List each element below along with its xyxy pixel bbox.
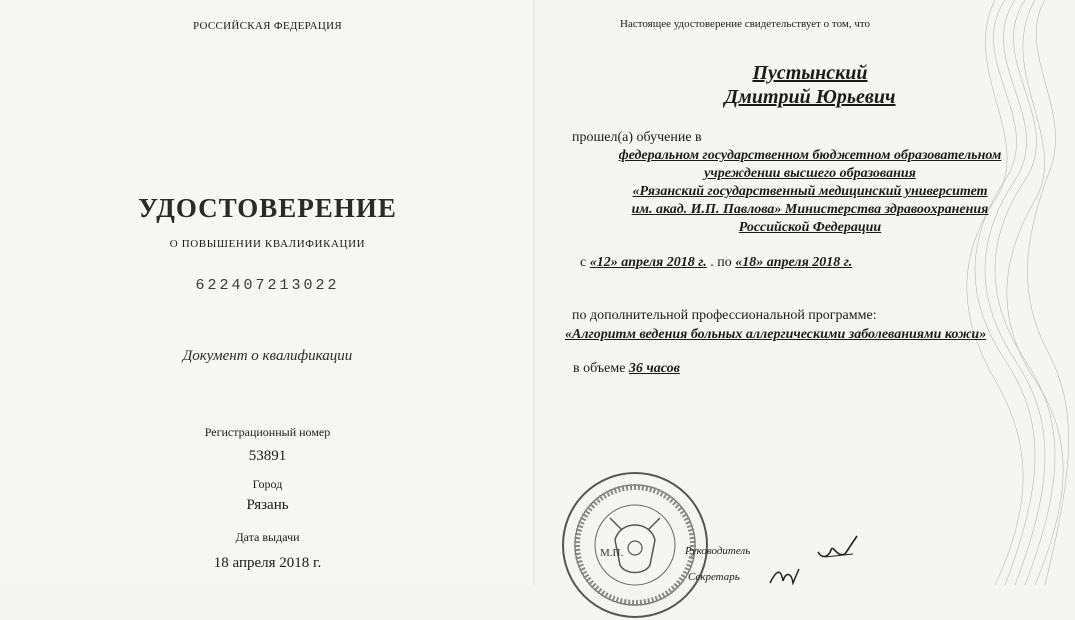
left-page	[0, 0, 535, 585]
secretary-signature-icon	[765, 565, 805, 587]
head-signature-icon	[815, 532, 860, 562]
head-label: Руководитель	[685, 545, 751, 557]
institution-line: федеральном государственном бюджетном образовательном	[618, 148, 1002, 163]
holder-name: Дмитрий Юрьевич	[724, 86, 896, 108]
registration-number-value: 53891	[248, 448, 287, 464]
program-label: по дополнительной профессиональной программе:	[572, 308, 877, 323]
institution-line: учреждении высшего образования	[704, 166, 916, 181]
holder-surname: Пустынский	[752, 62, 868, 84]
issue-date-label: Дата выдачи	[235, 530, 300, 544]
institution-line: Российской Федерации	[738, 220, 882, 235]
volume-label: в объеме	[573, 361, 626, 376]
intro-text: Настоящее удостоверение свидетельствует о том, что	[620, 18, 871, 30]
training-label: прошел(а) обучение в	[572, 130, 702, 145]
program-name: «Алгоритм ведения больных аллергическими заболеваниями кожи»	[565, 327, 987, 342]
date-to-label: . по	[710, 255, 732, 270]
date-from: «12» апреля 2018 г.	[589, 255, 707, 270]
training-dates	[580, 255, 852, 271]
country-header: РОССИЙСКАЯ ФЕДЕРАЦИЯ	[192, 20, 343, 32]
document-type: Документ о квалификации	[182, 348, 353, 364]
city-value: Рязань	[246, 497, 289, 513]
institution-line: им. акад. И.П. Павлова» Министерства здравоохранения	[631, 202, 989, 217]
date-to: «18» апреля 2018 г.	[735, 255, 853, 270]
volume	[573, 361, 680, 377]
volume-hours: 36 часов	[628, 361, 680, 376]
institution-line: «Рязанский государственный медицинский университет	[632, 184, 988, 199]
date-from-label: с	[580, 255, 587, 270]
certificate-subtitle: О ПОВЫШЕНИИ КВАЛИФИКАЦИИ	[169, 238, 366, 250]
issue-date-value: 18 апреля 2018 г.	[213, 555, 322, 571]
certificate-number: 622407213022	[195, 277, 340, 294]
guilloche-border-pattern	[955, 0, 1075, 585]
certificate-title: УДОСТОВЕРЕНИЕ	[138, 193, 397, 223]
city-label: Город	[252, 477, 283, 491]
seal-fragment-text: М.П.	[600, 547, 624, 559]
registration-number-label: Регистрационный номер	[204, 425, 331, 439]
secretary-label: Секретарь	[688, 571, 740, 583]
